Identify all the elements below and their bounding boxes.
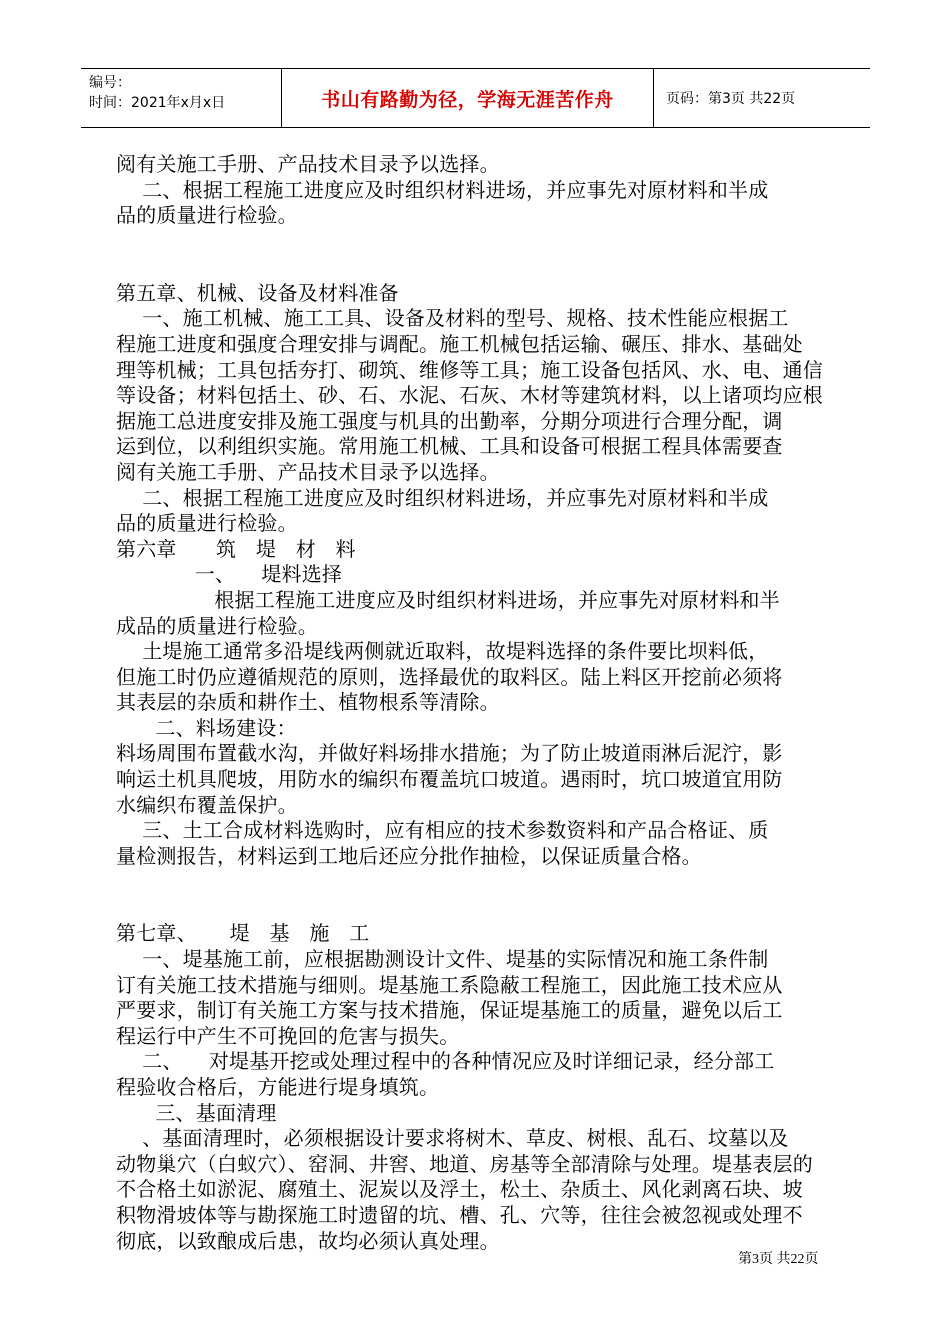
text-line: 三、土工合成材料选购时，应有相应的技术参数资料和产品合格证、质 [116, 818, 769, 843]
header-page-info: 页码：第3页 共22页 [666, 91, 796, 107]
text-line: 料场周围布置截水沟，并做好料场排水措施；为了防止坡道雨淋后泥泞，影 [116, 741, 783, 766]
text-line: 、基面清理时，必须根据设计要求将树木、草皮、树根、乱石、坟墓以及 [116, 1126, 789, 1151]
text-line: 成品的质量进行检验。 [116, 613, 318, 638]
text-line: 程施工进度和强度合理安排与调配。施工机械包括运输、碾压、排水、基础处 [116, 331, 803, 356]
text-line: 三、基面清理 [116, 1100, 277, 1125]
date-label: 时间：2021年x月x日 [89, 95, 226, 111]
text-line: 理等机械；工具包括夯打、砌筑、维修等工具；施工设备包括风、水、电、通信 [116, 357, 823, 382]
text-line: 响运土机具爬坡，用防水的编织布覆盖坑口坡道。遇雨时，坑口坡道宜用防 [116, 767, 783, 792]
text-line: 积物滑坡体等与勘探施工时遗留的坑、槽、孔、穴等，往往会被忽视或处理不 [116, 1202, 803, 1227]
text-line: 土堤施工通常多沿堤线两侧就近取料，故堤料选择的条件要比坝料低， [116, 639, 769, 664]
text-line: 二、 对堤基开挖或处理过程中的各种情况应及时详细记录，经分部工 [116, 1049, 775, 1074]
text-line: 阅有关施工手册、产品技术目录予以选择。 [116, 459, 500, 484]
text-line: 品的质量进行检验。 [116, 203, 298, 228]
document-body [116, 152, 838, 1254]
text-line: 等设备；材料包括土、砂、石、水泥、石灰、木材等建筑材料，以上诸项均应根 [116, 383, 823, 408]
text-line: 第五章、机械、设备及材料准备 [116, 280, 399, 305]
text-line: 严要求，制订有关施工方案与技术措施，保证堤基施工的质量，避免以后工 [116, 998, 783, 1023]
text-line: 二、根据工程施工进度应及时组织材料进场，并应事先对原材料和半成 [116, 177, 769, 202]
text-block-intro [116, 152, 838, 229]
text-line: 第六章 筑 堤 材 料 [116, 536, 356, 561]
text-line: 但施工时仍应遵循规范的原则，选择最优的取料区。陆上料区开挖前必须将 [116, 664, 783, 689]
text-block-chapter-5-6 [116, 281, 838, 870]
text-line: 阅有关施工手册、产品技术目录予以选择。 [116, 152, 500, 176]
text-block-chapter-7 [116, 921, 838, 1254]
page-footer: 第3页 共22页 [738, 1252, 819, 1267]
text-line: 订有关施工技术措施与细则。堤基施工系隐蔽工程施工，因此施工技术应从 [116, 972, 783, 997]
text-line: 动物巢穴（白蚁穴）、窑洞、井窖、地道、房基等全部清除与处理。堤基表层的 [116, 1151, 813, 1176]
text-line: 一、堤基施工前，应根据勘测设计文件、堤基的实际情况和施工条件制 [116, 947, 769, 972]
text-line: 水编织布覆盖保护。 [116, 792, 298, 817]
text-line: 彻底，以致酿成后患，故均必须认真处理。 [116, 1228, 500, 1253]
text-line: 不合格土如淤泥、腐殖土、泥炭以及浮土，松土、杂质土、风化剥离石块、坡 [116, 1177, 803, 1202]
text-line: 其表层的杂质和耕作土、植物根系等清除。 [116, 690, 500, 715]
text-line: 程运行中产生不可挽回的危害与损失。 [116, 1023, 460, 1048]
text-line: 一、施工机械、施工工具、设备及材料的型号、规格、技术性能应根据工 [116, 306, 789, 331]
doc-number-label: 编号： [89, 75, 131, 91]
text-line: 量检测报告，材料运到工地后还应分批作抽检，以保证质量合格。 [116, 843, 702, 868]
text-line: 根据工程施工进度应及时组织材料进场，并应事先对原材料和半 [116, 587, 780, 612]
text-line: 运到位，以利组织实施。常用施工机械、工具和设备可根据工程具体需要查 [116, 434, 783, 459]
header-meta [81, 69, 281, 127]
header-motto: 书山有路勤为径，学海无涯苦作舟 [281, 69, 654, 127]
text-line: 品的质量进行检验。 [116, 511, 298, 536]
text-line: 据施工总进度安排及施工强度与机具的出勤率，分期分项进行合理分配，调 [116, 408, 783, 433]
text-line: 程验收合格后，方能进行堤身填筑。 [116, 1075, 440, 1099]
text-line: 二、根据工程施工进度应及时组织材料进场，并应事先对原材料和半成 [116, 485, 769, 510]
page-header [81, 68, 870, 128]
text-line: 二、料场建设： [116, 715, 297, 740]
text-line: 一、 堤料选择 [116, 562, 343, 587]
text-line: 第七章、 堤 基 施 工 [116, 921, 370, 946]
